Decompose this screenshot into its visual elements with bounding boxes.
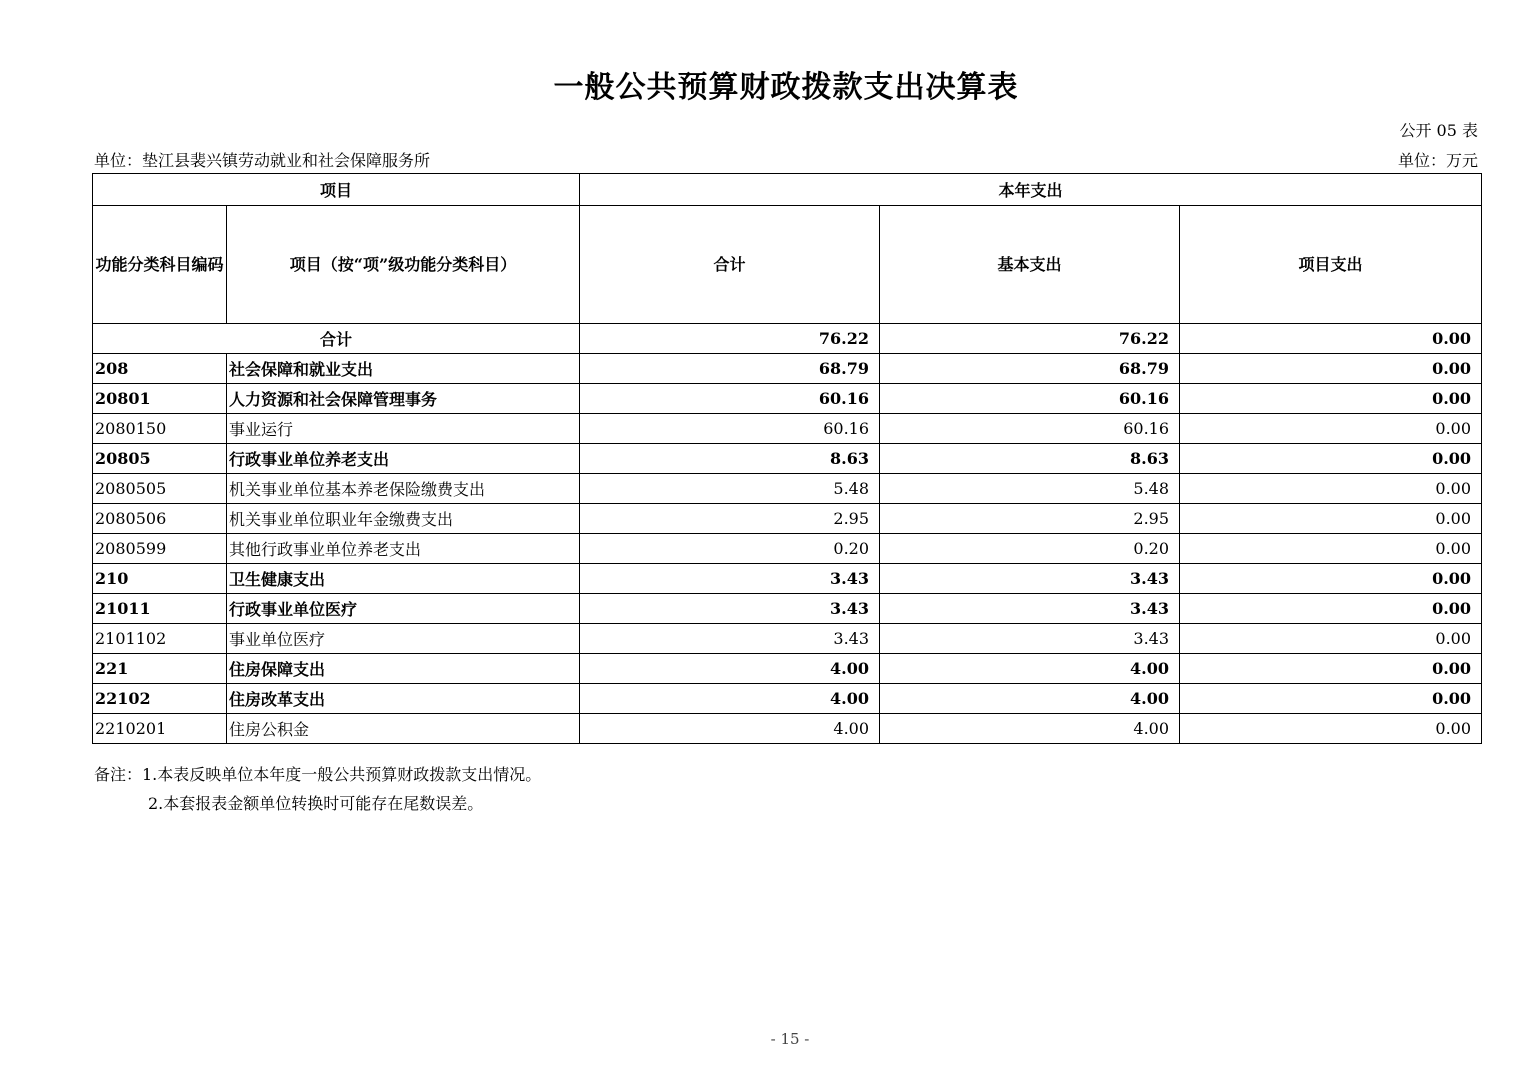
row-total: 8.63	[580, 444, 880, 474]
table-row	[93, 504, 1482, 534]
note-1: 备注：1.本表反映单位本年度一般公共预算财政拨款支出情况。	[94, 765, 542, 784]
row-code: 20801	[93, 384, 227, 414]
row-basic: 68.79	[880, 354, 1180, 384]
row-total: 3.43	[580, 624, 880, 654]
table-row	[93, 564, 1482, 594]
row-total: 4.00	[580, 684, 880, 714]
row-name: 人力资源和社会保障管理事务	[227, 384, 580, 414]
row-name: 机关事业单位基本养老保险缴费支出	[227, 474, 580, 504]
header-project-expenditure: 项目支出	[1180, 206, 1482, 324]
row-name: 卫生健康支出	[227, 564, 580, 594]
header-project: 项目	[93, 174, 580, 206]
row-project: 0.00	[1180, 624, 1482, 654]
header-item: 项目（按“项”级功能分类科目）	[227, 206, 580, 324]
row-total: 68.79	[580, 354, 880, 384]
row-project: 0.00	[1180, 504, 1482, 534]
currency-unit: 单位：万元	[1397, 151, 1478, 170]
row-code: 208	[93, 354, 227, 384]
row-name: 住房改革支出	[227, 684, 580, 714]
table-row	[93, 594, 1482, 624]
row-code: 2080505	[93, 474, 227, 504]
row-basic: 5.48	[880, 474, 1180, 504]
row-total: 4.00	[580, 654, 880, 684]
row-project: 0.00	[1180, 714, 1482, 744]
table-row	[93, 474, 1482, 504]
table-row	[93, 354, 1482, 384]
table-row	[93, 714, 1482, 744]
row-code: 20805	[93, 444, 227, 474]
header-current-year: 本年支出	[580, 174, 1482, 206]
row-project: 0.00	[1180, 444, 1482, 474]
notes	[94, 760, 541, 818]
row-project: 0.00	[1180, 474, 1482, 504]
table-row	[93, 684, 1482, 714]
table-row	[93, 414, 1482, 444]
row-name: 住房公积金	[227, 714, 580, 744]
row-basic: 3.43	[880, 624, 1180, 654]
row-basic: 3.43	[880, 594, 1180, 624]
row-total: 3.43	[580, 594, 880, 624]
table-row	[93, 624, 1482, 654]
row-project: 0.00	[1180, 354, 1482, 384]
header-total: 合计	[580, 206, 880, 324]
row-code: 2210201	[93, 714, 227, 744]
row-basic: 3.43	[880, 564, 1180, 594]
table-row	[93, 654, 1482, 684]
table-body	[93, 354, 1482, 744]
total-label: 合计	[93, 324, 580, 354]
row-total: 60.16	[580, 414, 880, 444]
row-code: 221	[93, 654, 227, 684]
total-basic: 76.22	[880, 324, 1180, 354]
row-project: 0.00	[1180, 654, 1482, 684]
header-code: 功能分类科目编码	[93, 206, 227, 324]
row-basic: 4.00	[880, 684, 1180, 714]
row-code: 22102	[93, 684, 227, 714]
row-name: 行政事业单位医疗	[227, 594, 580, 624]
row-project: 0.00	[1180, 684, 1482, 714]
total-row	[93, 324, 1482, 354]
row-name: 住房保障支出	[227, 654, 580, 684]
row-name: 其他行政事业单位养老支出	[227, 534, 580, 564]
row-total: 60.16	[580, 384, 880, 414]
row-code: 2080506	[93, 504, 227, 534]
row-total: 2.95	[580, 504, 880, 534]
row-code: 21011	[93, 594, 227, 624]
row-basic: 60.16	[880, 384, 1180, 414]
row-code: 210	[93, 564, 227, 594]
row-total: 5.48	[580, 474, 880, 504]
row-basic: 60.16	[880, 414, 1180, 444]
row-total: 3.43	[580, 564, 880, 594]
row-total: 4.00	[580, 714, 880, 744]
header-basic: 基本支出	[880, 206, 1180, 324]
page-title: 一般公共预算财政拨款支出决算表	[553, 70, 1019, 105]
expenditure-table	[92, 173, 1482, 744]
row-project: 0.00	[1180, 564, 1482, 594]
row-basic: 2.95	[880, 504, 1180, 534]
row-name: 行政事业单位养老支出	[227, 444, 580, 474]
row-project: 0.00	[1180, 414, 1482, 444]
row-code: 2101102	[93, 624, 227, 654]
page-number: - 15 -	[770, 1030, 810, 1048]
reporting-unit: 单位：垫江县裴兴镇劳动就业和社会保障服务所	[94, 151, 431, 170]
row-basic: 0.20	[880, 534, 1180, 564]
table-row	[93, 534, 1482, 564]
table-row	[93, 384, 1482, 414]
header-row-2	[93, 206, 1482, 324]
row-total: 0.20	[580, 534, 880, 564]
row-project: 0.00	[1180, 594, 1482, 624]
row-code: 2080150	[93, 414, 227, 444]
row-name: 事业运行	[227, 414, 580, 444]
row-name: 机关事业单位职业年金缴费支出	[227, 504, 580, 534]
row-name: 事业单位医疗	[227, 624, 580, 654]
row-project: 0.00	[1180, 384, 1482, 414]
row-basic: 4.00	[880, 714, 1180, 744]
total-project: 0.00	[1180, 324, 1482, 354]
row-code: 2080599	[93, 534, 227, 564]
row-basic: 4.00	[880, 654, 1180, 684]
total-total: 76.22	[580, 324, 880, 354]
header-row-1	[93, 174, 1482, 206]
table-row	[93, 444, 1482, 474]
form-number: 公开 05 表	[1399, 121, 1478, 140]
note-2: 2.本套报表金额单位转换时可能存在尾数误差。	[148, 794, 484, 813]
row-basic: 8.63	[880, 444, 1180, 474]
row-project: 0.00	[1180, 534, 1482, 564]
row-name: 社会保障和就业支出	[227, 354, 580, 384]
